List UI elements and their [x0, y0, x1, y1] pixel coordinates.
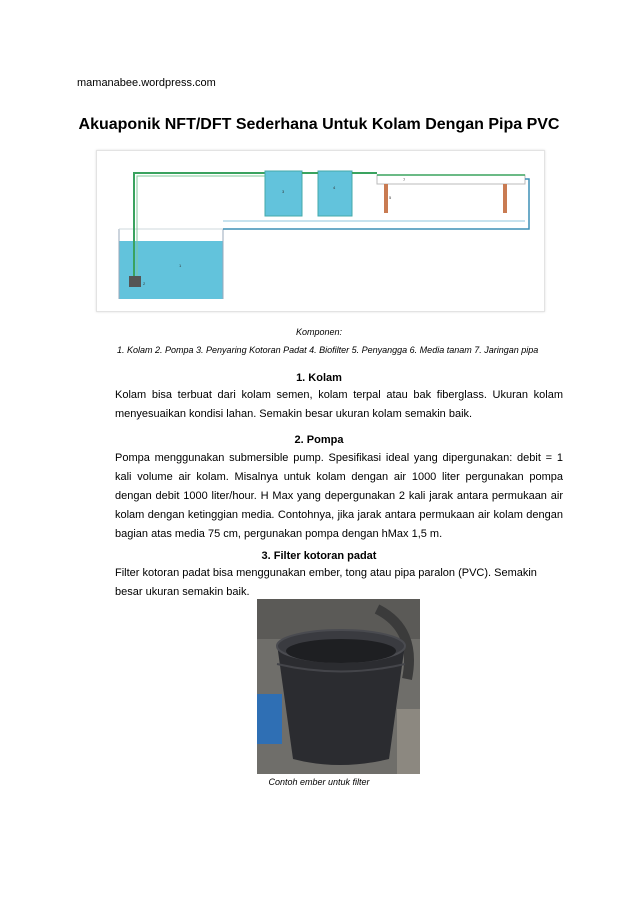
site-url: mamanabee.wordpress.com	[77, 77, 216, 89]
bucket-photo	[257, 599, 420, 774]
grow-channel	[377, 175, 525, 184]
label-biofilter: 4	[333, 185, 336, 190]
support-post-left	[384, 184, 388, 213]
label-penyaring: 3	[282, 189, 285, 194]
components-heading: Komponen:	[295, 327, 343, 337]
pump	[129, 276, 141, 287]
diagram-svg	[97, 151, 544, 311]
label-penyangga: 5	[389, 195, 392, 200]
support-post-right	[503, 184, 507, 213]
photo-caption: Contoh ember untuk filter	[268, 777, 370, 787]
components-list: 1. Kolam 2. Pompa 3. Penyaring Kotoran Padat 4. Biofilter 5. Penyangga 6. Media tanam 7. Jaringan pipa	[117, 345, 539, 355]
section-heading-pompa: 2. Pompa	[294, 434, 344, 446]
label-pompa: 2	[143, 281, 146, 286]
section-text-kolam: Kolam bisa terbuat dari kolam semen, kolam terpal atau bak fiberglass. Ukuran kolam menyesuaikan kondisi lahan. Semakin besar ukuran kolam semakin baik.	[115, 389, 563, 420]
label-jaringan: 7	[403, 177, 406, 182]
biofilter-tank	[318, 171, 352, 216]
section-heading-filter: 3. Filter kotoran padat	[261, 550, 377, 562]
aquaponic-diagram	[96, 150, 545, 312]
page-title: Akuaponik NFT/DFT Sederhana Untuk Kolam Dengan Pipa PVC	[78, 116, 560, 133]
section-text-pompa: Pompa menggunakan submersible pump. Spesifikasi ideal yang dipergunakan: debit = 1 kali volume air kolam. Misalnya untuk kolam dengan air 1000 liter pergunakan pompa dengan debit 1000 liter/hour. H Max yang depergunakan 2 kali jarak antara permukaan air kolam dengan ketinggian media. Contohnya, jika jarak antara permukaan air kolam dengan bagian atas media 75 cm, pergunakan pompa dengan hMax 1,5 m.	[115, 452, 563, 540]
section-text-filter: Filter kotoran padat bisa menggunakan ember, tong atau pipa paralon (PVC). Semakin besar ukuran semakin baik.	[115, 567, 537, 598]
section-heading-kolam: 1. Kolam	[296, 372, 342, 384]
label-kolam: 1	[179, 263, 182, 268]
